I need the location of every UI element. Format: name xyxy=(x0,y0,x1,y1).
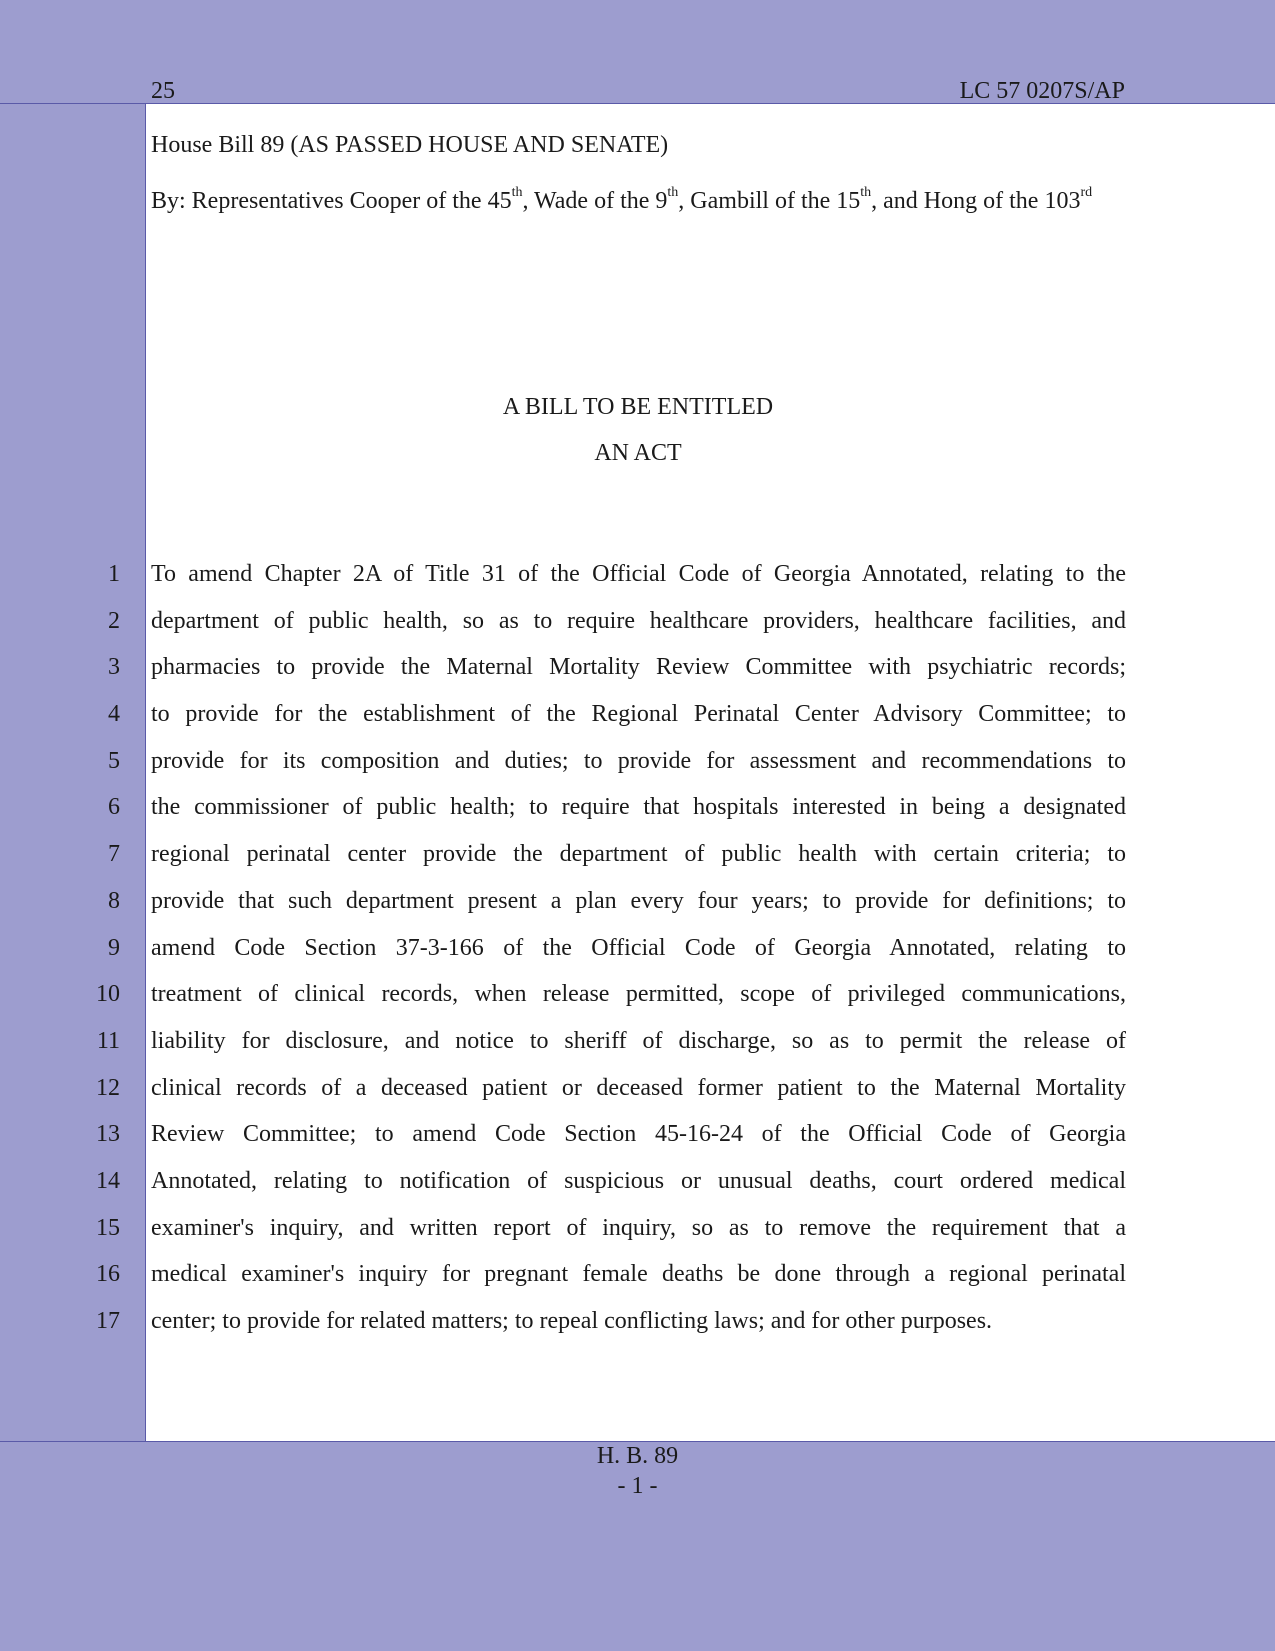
line-number: 13 xyxy=(96,1121,120,1148)
line-number: 9 xyxy=(108,934,120,961)
body-line: to provide for the establishment of the Regional Perinatal Center Advisory Committee; to xyxy=(151,701,1126,728)
line-number: 14 xyxy=(96,1167,120,1194)
line-number: 17 xyxy=(96,1308,120,1334)
ordinal-suffix: th xyxy=(511,185,523,200)
body-line: amend Code Section 37-3-166 of the Official Code of Georgia Annotated, relating to xyxy=(151,934,1126,961)
ordinal-suffix: th xyxy=(860,185,872,200)
body-line: the commissioner of public health; to require that hospitals interested in being a designated xyxy=(151,794,1126,821)
body-line: clinical records of a deceased patient or deceased former patient to the Maternal Mortality xyxy=(151,1074,1126,1101)
line-number: 7 xyxy=(108,841,120,868)
body-line: medical examiner's inquiry for pregnant female deaths be done through a regional perinatal xyxy=(151,1261,1126,1288)
body-line: center; to provide for related matters; to repeal conflicting laws; and for other purposes. xyxy=(151,1308,993,1334)
line-number: 15 xyxy=(96,1214,120,1241)
footer-page-label: - 1 - xyxy=(617,1473,658,1499)
body-line: Annotated, relating to notification of suspicious or unusual deaths, court ordered medical xyxy=(151,1167,1126,1194)
ordinal-suffix: th xyxy=(667,185,679,200)
act-heading: AN ACT xyxy=(594,440,682,466)
line-number: 16 xyxy=(96,1261,120,1288)
sponsors-text-4: , and Hong of the 103 xyxy=(871,188,1081,214)
line-number: 2 xyxy=(108,607,120,634)
sponsors-text-1: By: Representatives Cooper of the 45 xyxy=(151,188,512,214)
body-line: department of public health, so as to require healthcare providers, healthcare facilities, and xyxy=(151,607,1126,634)
line-number: 4 xyxy=(108,701,120,728)
top-page-number: 25 xyxy=(151,78,175,104)
body-line: provide for its composition and duties; to provide for assessment and recommendations to xyxy=(151,747,1126,774)
body-line: liability for disclosure, and notice to sheriff of discharge, so as to permit the release of xyxy=(151,1027,1126,1054)
ordinal-suffix: rd xyxy=(1080,185,1093,200)
body-line: To amend Chapter 2A of Title 31 of the Official Code of Georgia Annotated, relating to the xyxy=(151,561,1126,587)
bill-sponsors xyxy=(151,178,1126,224)
body-line: regional perinatal center provide the department of public health with certain criteria; to xyxy=(151,841,1126,868)
line-number: 10 xyxy=(96,981,120,1008)
line-number: 1 xyxy=(108,561,120,587)
footer-bill-ref: H. B. 89 xyxy=(596,1443,679,1469)
sponsors-text-3: , Gambill of the 15 xyxy=(678,188,861,214)
body-line: examiner's inquiry, and written report of inquiry, so as to remove the requirement that a xyxy=(151,1214,1126,1241)
body-line: provide that such department present a plan every four years; to provide for definitions; to xyxy=(151,887,1126,914)
line-number: 11 xyxy=(96,1027,120,1054)
body-line: Review Committee; to amend Code Section 45-16-24 of the Official Code of Georgia xyxy=(151,1121,1126,1148)
bill-heading: A BILL TO BE ENTITLED xyxy=(502,394,774,420)
body-line: treatment of clinical records, when release permitted, scope of privileged communications, xyxy=(151,981,1126,1008)
line-number: 6 xyxy=(108,794,120,821)
bill-body-text xyxy=(151,551,1126,1345)
line-number: 5 xyxy=(108,747,120,774)
bill-title: House Bill 89 (AS PASSED HOUSE AND SENATE) xyxy=(151,132,669,158)
line-number: 3 xyxy=(108,654,120,681)
left-margin xyxy=(0,104,146,1441)
body-line: pharmacies to provide the Maternal Mortality Review Committee with psychiatric records; xyxy=(151,654,1126,681)
page-header xyxy=(0,0,1275,104)
line-numbers xyxy=(90,551,120,1345)
lc-code: LC 57 0207S/AP xyxy=(959,78,1125,104)
line-number: 12 xyxy=(96,1074,120,1101)
line-number: 8 xyxy=(108,887,120,914)
sponsors-text-2: , Wade of the 9 xyxy=(522,188,668,214)
